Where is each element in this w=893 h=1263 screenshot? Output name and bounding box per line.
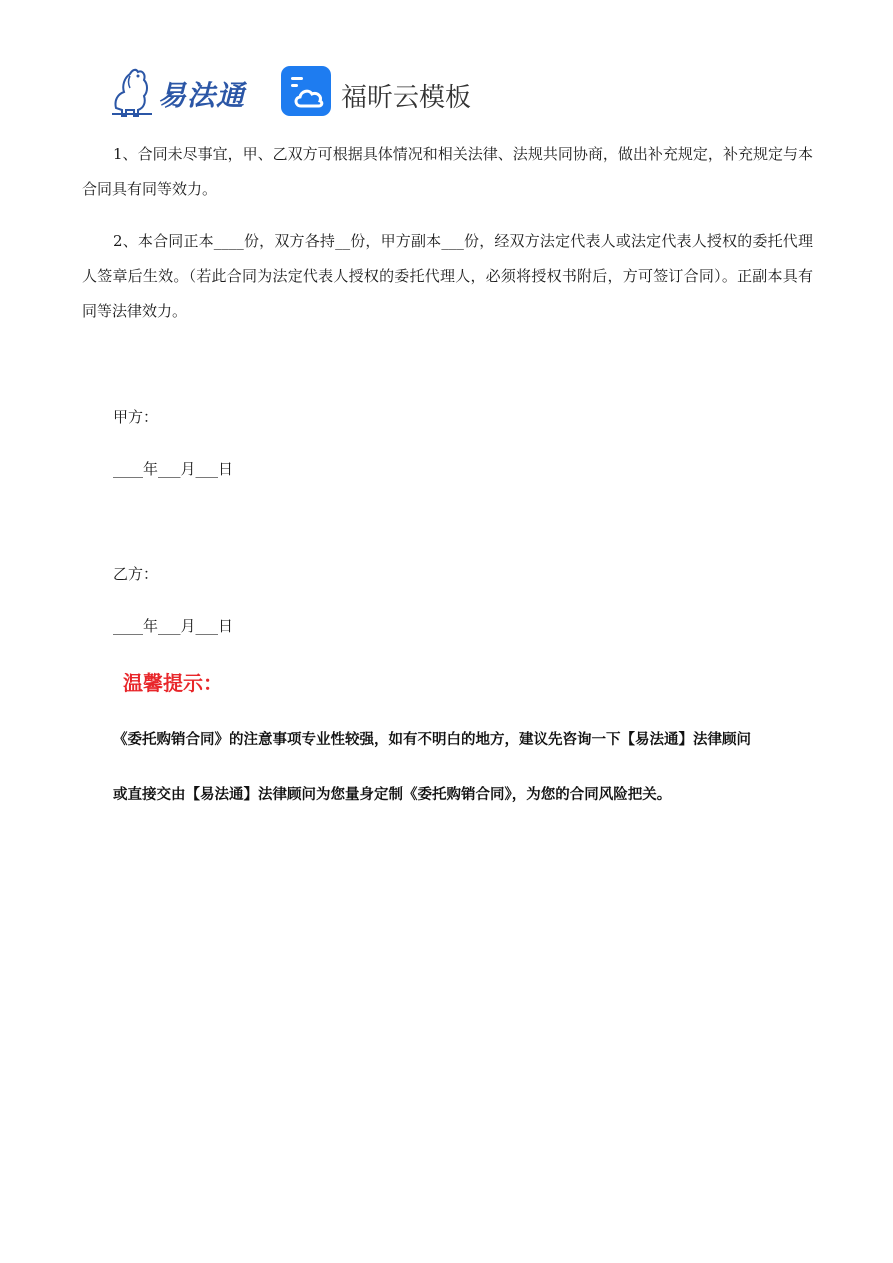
- cloud-doc-icon: [281, 66, 331, 116]
- party-b-date: ____年___月___日: [113, 617, 234, 635]
- party-a-label: 甲方：: [113, 408, 159, 426]
- foxit-template-logo: [281, 66, 511, 120]
- clause-1: 1、合同未尽事宜，甲、乙双方可根据具体情况和相关法律、法规共同协商，做出补充规定，补充规定与本合同具有同等效力。: [82, 145, 813, 198]
- header-logos: [108, 62, 508, 120]
- tip-line-2: 或直接交由【易法通】法律顾问为您量身定制《委托购销合同》，为您的合同风险把关。: [113, 786, 672, 803]
- yifatong-logo: [108, 64, 258, 118]
- party-a-date: ____年___月___日: [113, 460, 234, 478]
- clause-2: 2、本合同正本____份，双方各持__份，甲方副本___份，经双方法定代表人或法定代表人授权的委托代理人签章后生效。（若此合同为法定代表人授权的委托代理人，必须将授权书附后，方可签订合同）。正副本具有同等法律效力。: [82, 232, 813, 320]
- horse-icon: [108, 64, 156, 118]
- yifatong-logo-text: 易法通: [158, 79, 246, 112]
- party-b-label: 乙方：: [113, 565, 159, 583]
- tip-title: 温馨提示：: [123, 671, 223, 695]
- foxit-template-logo-text: 福昕云模板: [341, 83, 472, 113]
- tip-line-1: 《委托购销合同》的注意事项专业性较强，如有不明白的地方，建议先咨询一下【易法通】法律顾问: [113, 731, 751, 748]
